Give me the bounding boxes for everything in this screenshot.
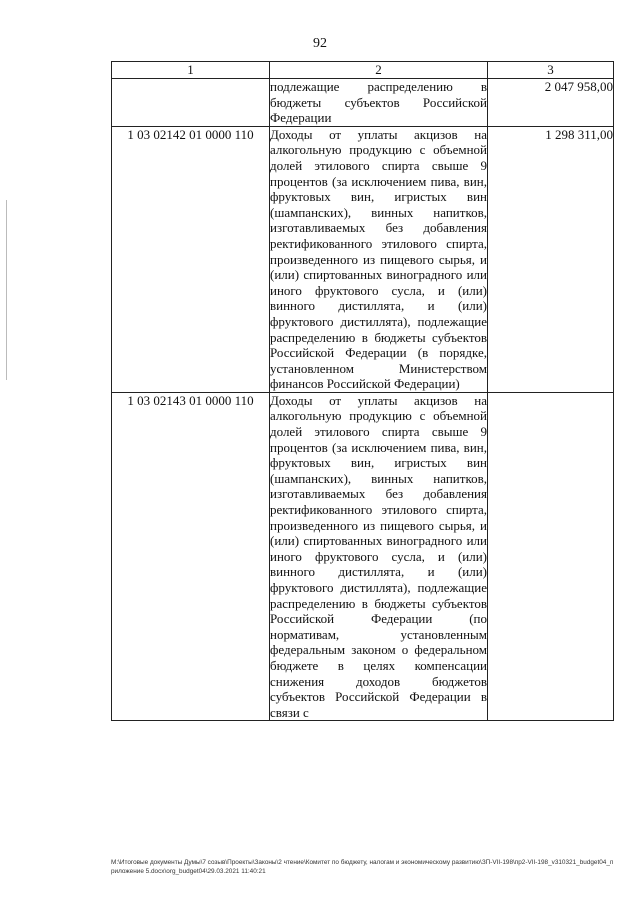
description-cell <box>270 126 488 392</box>
amount-cell <box>488 392 614 720</box>
description-text: Доходы от уплаты акцизов на алкогольную продукцию с объемной долей этилового спирта свыше 9 процентов (за исключением пива, вин, фруктовых вин, игристых вин (шампанских), винных напитков, изготавливаемых без добавления ректификованного этилового спирта, произведенного из пищевого сырья, и (или) спиртованных виноградного или иного фруктового сусла, и (или) винного дистиллята, и (или) фруктового дистиллята), подлежащие распределению в бюджеты субъектов Российской Федерации (в порядке, установленном Министерством финансов Российской Федерации) <box>270 126 487 392</box>
description-text: Доходы от уплаты акцизов на алкогольную продукцию с объемной долей этилового спирта свыше 9 процентов (за исключением пива, вин, фруктовых вин, игристых вин (шампанских), винных напитков, изготавливаемых без добавления ректификованного этилового спирта, произведенного из пищевого сырья, и (или) спиртованных виноградного или иного фруктового сусла, и (или) винного дистиллята, и (или) фруктового дистиллята), подлежащие распределению в бюджеты субъектов Российской Федерации (по нормативам, установленным федеральным законом о федеральном бюджете в целях компенсации снижения доходов бюджетов субъектов Российской Федерации в связи с <box>270 392 487 720</box>
table-header-row <box>112 62 614 79</box>
table-row <box>112 79 614 127</box>
table-row <box>112 392 614 720</box>
budget-code-cell: 1 03 02142 01 0000 110 <box>112 126 270 392</box>
amount-cell: 2 047 958,00 <box>488 79 614 127</box>
column-header-3: 3 <box>488 62 614 79</box>
column-header-2: 2 <box>270 62 488 79</box>
description-cell <box>270 79 488 127</box>
budget-code-cell: 1 03 02143 01 0000 110 <box>112 392 270 720</box>
budget-code-cell <box>112 79 270 127</box>
budget-table <box>111 61 614 721</box>
amount-cell: 1 298 311,00 <box>488 126 614 392</box>
column-header-1: 1 <box>112 62 270 79</box>
file-path-footer: M:\Итоговые документы Думы\7 созыв\Проекты\Законы\2 чтение\Комитет по бюджету, налогам и экономическому развитию\ЗП-VII-198\пр2-VII-198_v310321_budget04_приложение 5.docx\org_budget04\29.03.2021 11:40:21 <box>111 859 614 875</box>
description-text: подлежащие распределению в бюджеты субъектов Российской Федерации <box>270 79 487 126</box>
table-row <box>112 126 614 392</box>
scan-margin-line <box>6 200 7 380</box>
page-number: 92 <box>313 36 327 51</box>
description-cell <box>270 392 488 720</box>
